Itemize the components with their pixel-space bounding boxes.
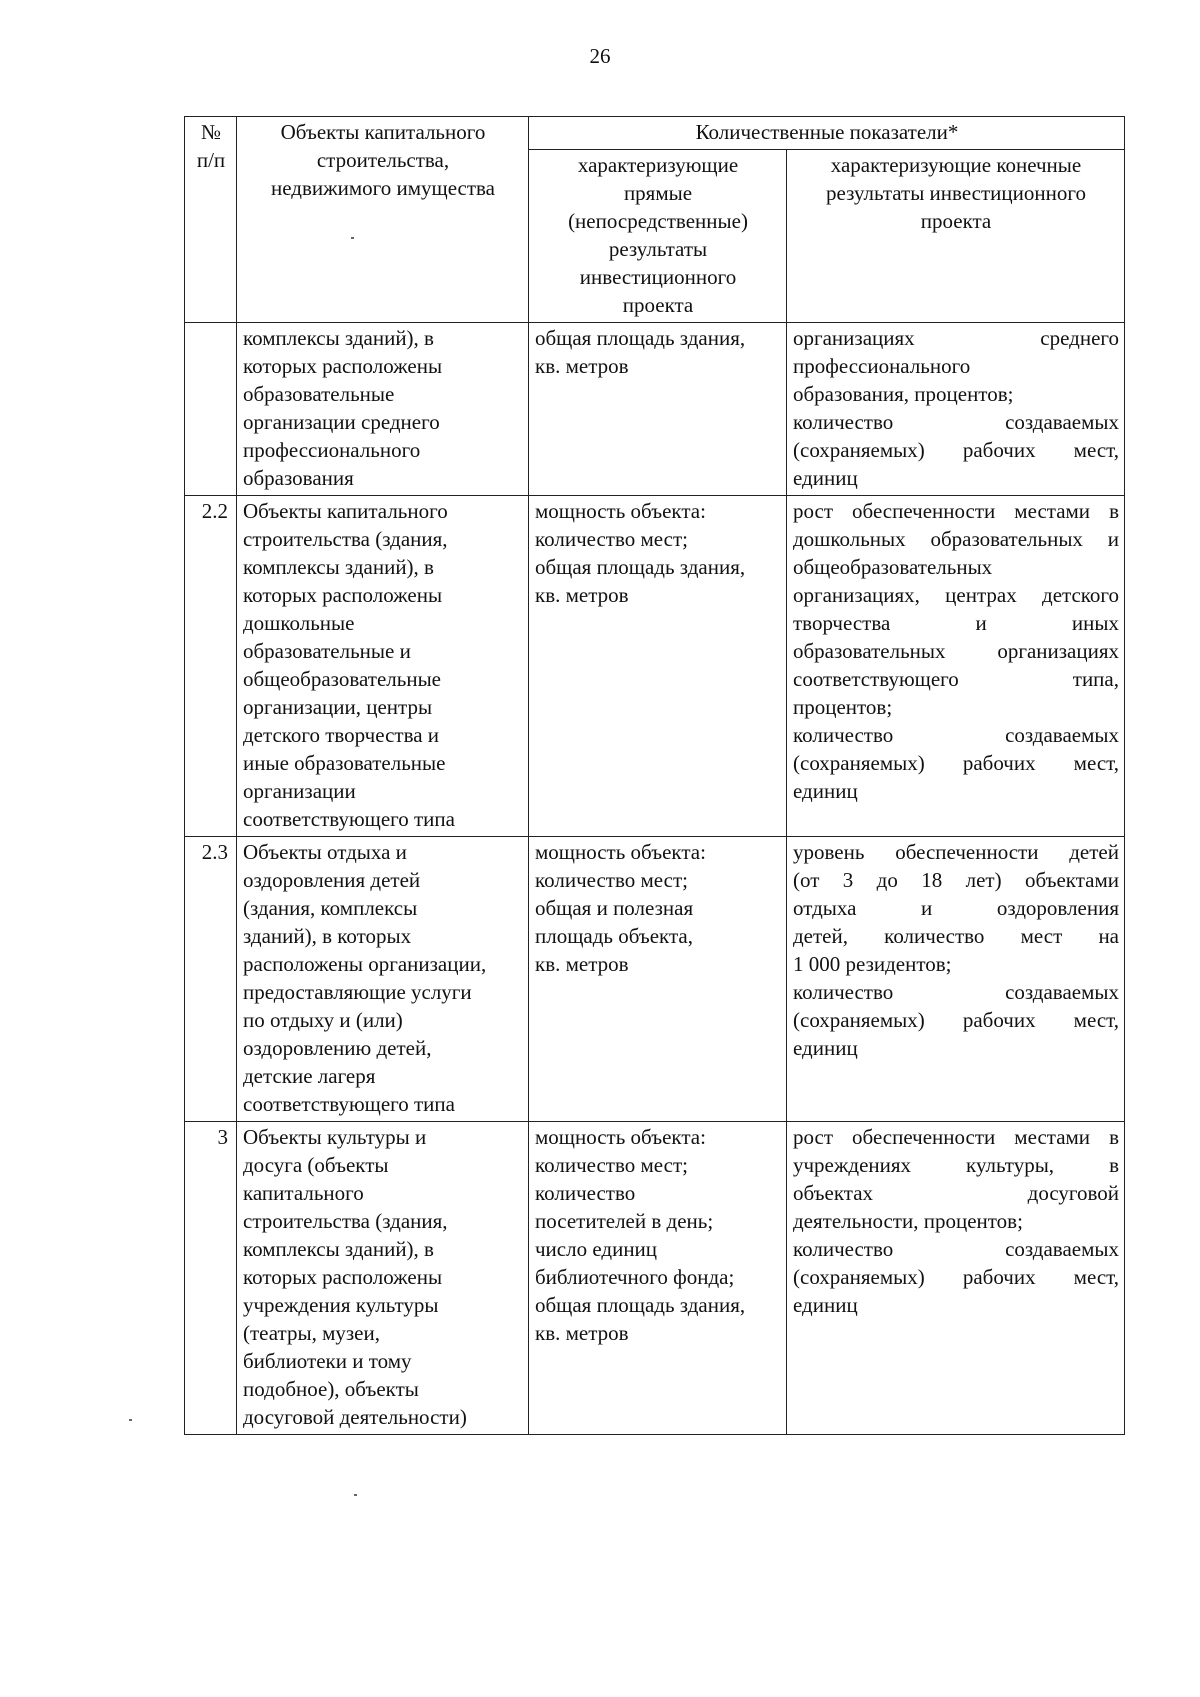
text-line: прямые — [623, 181, 693, 205]
header-direct-text — [535, 151, 781, 319]
text-line: организации — [243, 779, 356, 803]
text-line: кв. метров — [535, 354, 629, 378]
final-line: организациях, центрах детского — [793, 583, 1119, 607]
text-line: мощность объекта: — [535, 499, 706, 523]
header-direct — [529, 150, 787, 323]
header-indicators: Количественные показатели* — [529, 117, 1125, 150]
table-header-row-1 — [185, 117, 1125, 150]
final-line: (сохраняемых) рабочих мест, — [793, 1265, 1119, 1289]
cell-objects — [237, 1122, 529, 1435]
final-line: соответствующего типа, — [793, 667, 1119, 691]
text-line: Объекты отдыха и — [243, 840, 407, 864]
text-line: мощность объекта: — [535, 1125, 706, 1149]
cell-num: 3 — [185, 1122, 237, 1435]
header-objects-text — [243, 118, 523, 202]
text-line: библиотечного фонда; — [535, 1265, 735, 1289]
text-line: детские лагеря — [243, 1064, 376, 1088]
header-final-text — [793, 151, 1119, 235]
header-final — [787, 150, 1125, 323]
text-line: мощность объекта: — [535, 840, 706, 864]
text-line: кв. метров — [535, 952, 629, 976]
text-line: проекта — [920, 209, 992, 233]
table-body — [185, 323, 1125, 1435]
table-row — [185, 837, 1125, 1122]
text-line: число единиц — [535, 1237, 658, 1261]
text-line: строительства, — [316, 148, 450, 172]
text-line: предоставляющие услуги — [243, 980, 472, 1004]
final-line: единиц — [793, 466, 858, 490]
final-line: рост обеспеченности местами в — [793, 499, 1119, 523]
text-line: организации, центры — [243, 695, 433, 719]
final-line: (сохраняемых) рабочих мест, — [793, 1008, 1119, 1032]
text-line: соответствующего типа — [243, 1092, 455, 1116]
text-line: расположены организации, — [243, 952, 487, 976]
final-line: творчества и иных — [793, 611, 1119, 635]
indicators-table — [184, 116, 1125, 1435]
final-line: образовательных организациях — [793, 639, 1119, 663]
cell-num: 2.3 — [185, 837, 237, 1122]
cell-final — [787, 1122, 1125, 1435]
text-line: недвижимого имущества — [271, 176, 495, 200]
text-line: (непосредственные) — [568, 209, 748, 233]
text-line: комплексы зданий), в — [243, 555, 434, 579]
text-line: комплексы зданий), в — [243, 1237, 434, 1261]
text-line: образовательные — [243, 382, 395, 406]
text-line: результаты инвестиционного — [826, 181, 1086, 205]
final-line: единиц — [793, 1036, 858, 1060]
final-line: количество создаваемых — [793, 410, 1119, 434]
final-line: уровень обеспеченности детей — [793, 840, 1119, 864]
final-line: образования, процентов; — [793, 382, 1014, 406]
text-line: образовательные и — [243, 639, 411, 663]
text-line: количество мест; — [535, 868, 688, 892]
cell-direct — [529, 496, 787, 837]
final-line: количество создаваемых — [793, 1237, 1119, 1261]
text-line: дошкольные — [243, 611, 355, 635]
cell-final — [787, 496, 1125, 837]
text-line: кв. метров — [535, 583, 629, 607]
cell-final — [787, 323, 1125, 496]
text-line: учреждения культуры — [243, 1293, 439, 1317]
scan-speck — [354, 1494, 357, 1496]
text-line: количество мест; — [535, 527, 688, 551]
final-line: организациях среднего — [793, 326, 1119, 350]
text-line: иные образовательные — [243, 751, 446, 775]
text-line: общая площадь здания, — [535, 326, 746, 350]
text-line: № — [200, 120, 222, 144]
cell-direct — [529, 1122, 787, 1435]
cell-num: 2.2 — [185, 496, 237, 837]
text-line: библиотеки и тому — [243, 1349, 412, 1373]
text-line: детского творчества и — [243, 723, 440, 747]
text-line: комплексы зданий), в — [243, 326, 434, 350]
final-line: отдыха и оздоровления — [793, 896, 1119, 920]
text-line: общая площадь здания, — [535, 1293, 746, 1317]
cell-objects — [237, 323, 529, 496]
text-line: по отдыху и (или) — [243, 1008, 403, 1032]
final-line: детей, количество мест на — [793, 924, 1119, 948]
text-line: общеобразовательные — [243, 667, 441, 691]
text-line: (театры, музеи, — [243, 1321, 380, 1345]
cell-objects — [237, 496, 529, 837]
text-line: посетителей в день; — [535, 1209, 714, 1233]
text-line: характеризующие — [577, 153, 739, 177]
text-line: Объекты капитального — [280, 120, 486, 144]
table-row — [185, 323, 1125, 496]
text-line: которых расположены — [243, 583, 443, 607]
text-line: капитального — [243, 1181, 364, 1205]
cell-final — [787, 837, 1125, 1122]
text-line: площадь объекта, — [535, 924, 693, 948]
text-line: оздоровления детей — [243, 868, 421, 892]
text-line: подобное), объекты — [243, 1377, 419, 1401]
final-line: 1 000 резидентов; — [793, 952, 952, 976]
final-line: количество создаваемых — [793, 980, 1119, 1004]
text-line: профессионального — [243, 438, 421, 462]
text-line: соответствующего типа — [243, 807, 455, 831]
text-line: строительства (здания, — [243, 527, 448, 551]
text-line: строительства (здания, — [243, 1209, 448, 1233]
final-line: (сохраняемых) рабочих мест, — [793, 438, 1119, 462]
table-row — [185, 1122, 1125, 1435]
text-line: которых расположены — [243, 354, 443, 378]
header-num-text — [191, 118, 231, 174]
scan-speck — [129, 1419, 132, 1421]
text-line: количество — [535, 1181, 636, 1205]
text-line: общая и полезная — [535, 896, 694, 920]
cell-direct — [529, 323, 787, 496]
text-line: п/п — [196, 148, 226, 172]
text-line: образования — [243, 466, 354, 490]
text-line: характеризующие конечные — [830, 153, 1082, 177]
final-line: объектах досуговой — [793, 1181, 1119, 1205]
scan-speck — [351, 237, 354, 239]
final-line: (сохраняемых) рабочих мест, — [793, 751, 1119, 775]
table-row — [185, 496, 1125, 837]
final-line: единиц — [793, 1293, 858, 1317]
final-line: профессионального — [793, 354, 971, 378]
page-number: 26 — [589, 44, 611, 68]
text-line: досуга (объекты — [243, 1153, 389, 1177]
final-line: общеобразовательных — [793, 555, 993, 579]
cell-direct — [529, 837, 787, 1122]
text-line: Объекты культуры и — [243, 1125, 427, 1149]
text-line: количество мест; — [535, 1153, 688, 1177]
final-line: (от 3 до 18 лет) объектами — [793, 868, 1119, 892]
cell-objects — [237, 837, 529, 1122]
final-line: учреждениях культуры, в — [793, 1153, 1119, 1177]
final-line: процентов; — [793, 695, 893, 719]
final-line: деятельности, процентов; — [793, 1209, 1023, 1233]
text-line: результаты — [608, 237, 708, 261]
text-line: которых расположены — [243, 1265, 443, 1289]
text-line: оздоровлению детей, — [243, 1036, 432, 1060]
header-objects — [237, 117, 529, 323]
final-line: единиц — [793, 779, 858, 803]
text-line: проекта — [622, 293, 694, 317]
text-line: инвестиционного — [579, 265, 737, 289]
text-line: досуговой деятельности) — [243, 1405, 467, 1429]
text-line: общая площадь здания, — [535, 555, 746, 579]
final-line: количество создаваемых — [793, 723, 1119, 747]
final-line: рост обеспеченности местами в — [793, 1125, 1119, 1149]
text-line: Объекты капитального — [243, 499, 448, 523]
text-line: кв. метров — [535, 1321, 629, 1345]
header-num — [185, 117, 237, 323]
text-line: организации среднего — [243, 410, 440, 434]
cell-num — [185, 323, 237, 496]
text-line: (здания, комплексы — [243, 896, 418, 920]
final-line: дошкольных образовательных и — [793, 527, 1119, 551]
text-line: зданий), в которых — [243, 924, 412, 948]
